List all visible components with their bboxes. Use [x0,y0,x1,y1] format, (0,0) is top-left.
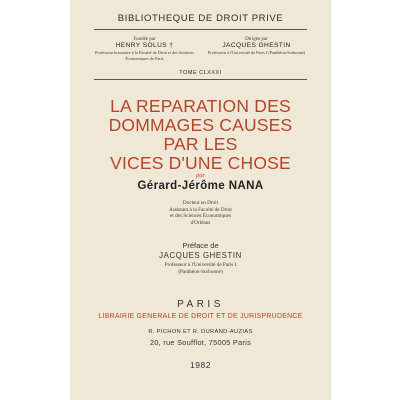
title-line: VICES D'UNE CHOSE [110,153,291,173]
series-editors [92,37,309,61]
preface-label: Préface de [182,241,219,250]
series-name: BIBLIOTHEQUE DE DROIT PRIVE [117,13,284,24]
series-director [204,37,309,61]
credential-line: d'Orléans [190,219,211,226]
author-credentials [70,200,331,226]
publication-year: 1982 [190,360,211,370]
title-line: DOMMAGES CAUSES [108,115,293,135]
tome-number: TOME CLXXXI [179,70,222,76]
founder-name: HENRY SOLUS † [115,42,174,50]
preface-author: JACQUES GHESTIN [159,251,242,260]
director-name: JACQUES GHESTIN [222,42,291,50]
credential-line: Professeur à l'Université de Paris I [164,262,237,268]
founder-title: Professeur honoraire à la Faculté de Droit et des Sciences Économiques de Paris [95,50,194,61]
title-line: PAR LES [163,134,238,154]
credential-line: Docteur en Droit [182,200,219,206]
printers: R. PICHON ET R. DURAND-AUZIAS [148,329,253,335]
credential-line: (Panthéon-Sorbonne) [178,268,223,275]
director-label: Dirigée par [245,37,268,42]
by-label: par [195,172,206,179]
series-founder [92,37,197,61]
book-title [70,97,331,173]
imprint-city: PARIS [177,299,224,310]
preface-credentials [70,262,331,275]
publisher-address: 20, rue Soufflot, 75005 Paris [149,338,252,347]
title-line: LA REPARATION DES [110,96,291,116]
credential-line: Assistant à la Faculté de Droit [169,206,232,213]
credential-line: et des Sciences Économiques [170,213,231,220]
publisher-name: LIBRAIRIE GENERALE DE DROIT ET DE JURISPRUDENCE [98,313,303,320]
author-name: Gérard-Jérôme NANA [137,180,264,192]
founder-label: Fondée par [133,37,156,42]
director-title: Professeur à l'Université de Paris I (Panthéon-Sorbonne) [207,50,306,56]
series-rule-bottom [94,79,307,80]
series-rule-top [94,29,307,30]
book-cover [70,0,331,400]
